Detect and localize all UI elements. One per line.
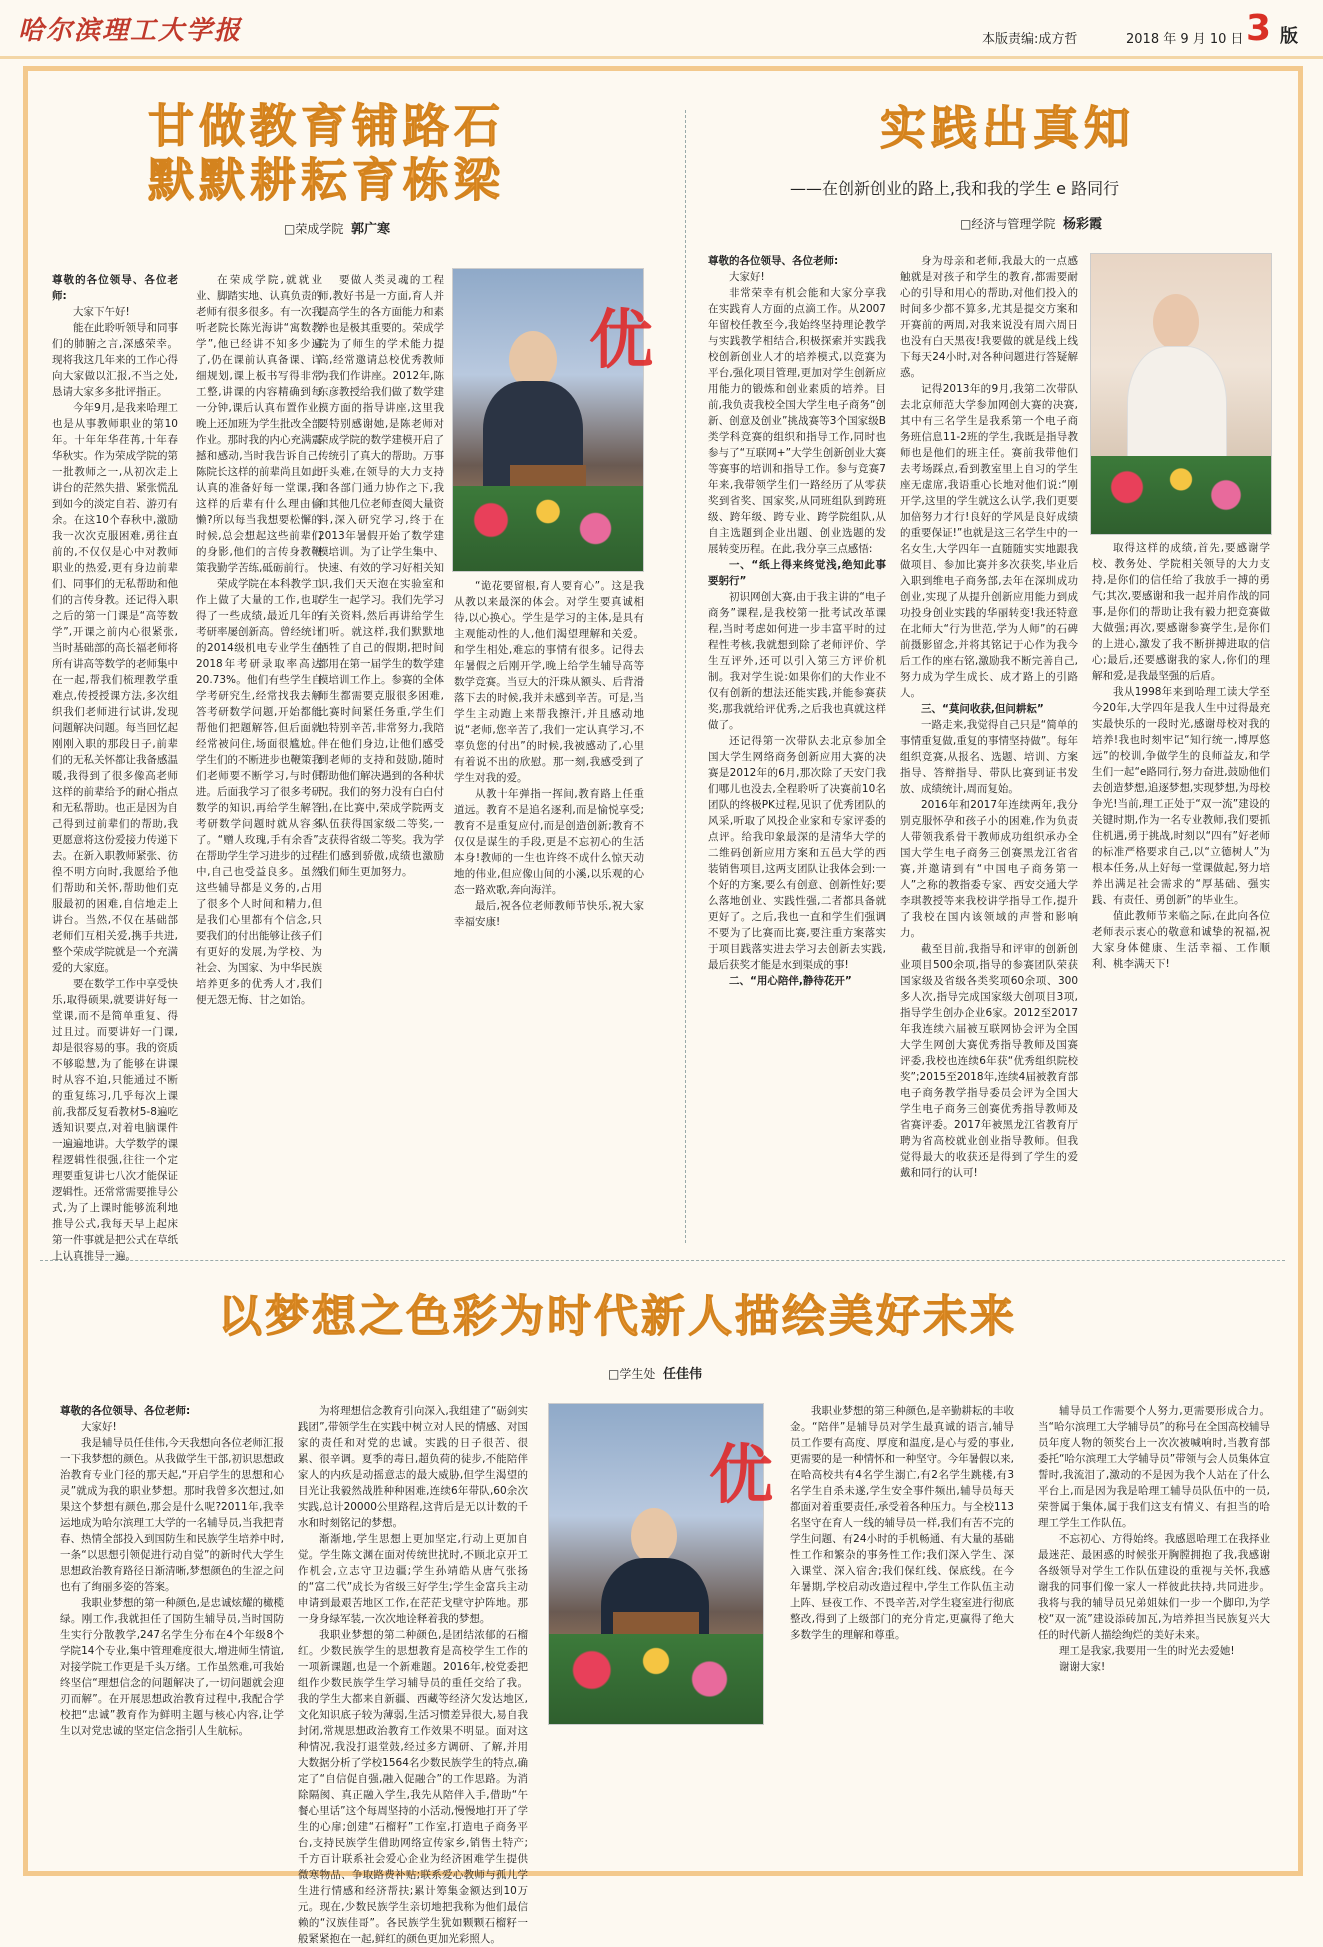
- paragraph: 身为母亲和老师,我最大的一点感触就是对孩子和学生的教育,都需要耐心的引导和用心的帮助,对他们投入的时间多少都不算多,尤其是提交方案和开赛前的两周,对我来说没有周六周日也没有白天黑夜!我要做的就是线上线下每天24小时,对各种问题进行答疑解惑。: [900, 255, 1078, 379]
- paragraph: 我从1998年来到哈理工读大学至今20年,大学四年是我人生中过得最充实最快乐的一段时光,感谢母校对我的培养!我也时刻牢记“知行统一,博厚悠远”的校训,争做学生的良师益友,和学生们一起“e路同行,努力奋进,鼓励他们去创造梦想,追逐梦想,实现梦想,为母校争光!当前,理工正处于“双一流”建设的关键时期,作为一名专业教师,我们要抓住机遇,勇于挑战,时刻以“四有”好老师的标准严格要求自己,以“立德树人”为根本任务,从上好每一堂课做起,努力培养出满足社会需求的“厚基础、强实践、有责任、勇创新”的毕业生。: [1092, 686, 1271, 906]
- paragraph: 记得2013年的9月,我第二次带队去北京师范大学参加网创大赛的决赛,其中有三名学生是我系第一个电子商务班信息11-2班的学生,我既是指导教师也是他们的班主任。赛前我带他们去考场踩点,看到教室里上自习的学生座无虚席,我语重心长地对他们说:“刚开学,这里的学生就这么认学,我们更要加倍努力才行!良好的学风是良好成绩的重要保证!”也就是这三名学生中的一名女生,大学四年一直随随实实地跟我做项目、参加比赛并多次获奖,毕业后入职到维电子商务部,去年在深圳成功创业,实现了从提升创新应用能力到成功投身创业实践的华丽转变!我还特意在北师大“行为世范,学为人师”的石碑前摄影留念,并将其铭记于心作为我今后工作的座右铭,激励我不断完善自己,努力成为学生成长、成才路上的引路人。: [900, 383, 1078, 699]
- article2-photo: [1090, 253, 1272, 535]
- paragraph: 尊敬的各位领导、各位老师:: [52, 274, 178, 302]
- paragraph: 要做人类灵魂的工程师,教好书是一方面,育人并提高学生的各方面能力和素养也是极其重要的。荣成学院为了师生的学术能力提高,经常邀请总校优秀教师为我们作讲座。2012年,陈东彦教授给我们做了数学建模方面的指导讲座,这里我要特别感谢她,是陈老师对荣成学院的数学建模开启了传统引了真大的帮助。万事开头难,在领导的大力支持和各部门通力协作之下,我和其他几位老师查阅大量资料,深入研究学习,终于在2013年暑假开始了数学建模培训。为了让学生集中、快速、有效的学习好相关知识,我们天天泡在实验室和学生一起学习。我们先学习有关资料,然后再讲给学生们听。就这样,我们默默地牺牲了自己的假期,把时间都用在第一届学生的数学建模培训工作上。参赛的全体师生都需要克服很多困难,比赛时间紧任务重,学生们也特别辛苦,非常努力,我陪伴在他们身边,让他们感受到老师的支持和鼓励,随时帮助他们解决遇到的各种状况。我们的努力没有白白付出,在比赛中,荣成学院两支队伍获得国家级二等奖,一支获得省级二等奖。我为学生们感到骄傲,成绩也激励我们师生更加努力。: [318, 274, 444, 878]
- article1-byline-unit: □荣成学院: [284, 222, 344, 236]
- paragraph: 辅导员工作需要个人努力,更需要形成合力。当“哈尔滨理工大学辅导员”的称号在全国高校辅导员年度人物的领奖台上一次次被喊响时,当教育部委托“哈尔滨理工大学辅导员”带领与会人员集体宣誓时,我流泪了,激动的不是因为我个人站在了什么平台上,而是因为我是哈理工辅导员队伍中的一员,荣誉属于集体,属于我们这支有情义、有担当的哈理工学生工作队伍。: [1038, 1405, 1270, 1529]
- paragraph: 尊敬的各位领导、各位老师:: [708, 255, 839, 267]
- article1-byline: [284, 218, 390, 237]
- paragraph: 大家好!: [729, 271, 765, 283]
- paragraph: 大家下午好!: [73, 306, 130, 318]
- paragraph: 尊敬的各位领导、各位老师:: [60, 1405, 191, 1417]
- paragraph: 为将理想信念教育引向深入,我组建了“砺剑实践团”,带领学生在实践中树立对人民的情感、对国家的责任和对党的忠诚。实践的日子很苦、很累、很辛调。夏季的毒日,超负荷的徒步,不能陪伴家人的内疚是动摇意志的最大威胁,但学生渴望的目光让我毅然战胜种种困难,连续6年带队,60余次实践,总计20000公里路程,这背后是无以计数的千水和时刻铭记的梦想。: [298, 1405, 528, 1529]
- paragraph: 今年9月,是我来哈理工也是从事教师职业的第10年。十年年华荏苒,十年春华秋实。作为荣成学院的第一批教师之一,从初次走上讲台的茫然失措、紧张慌乱到如今的淡定自若、游刃有余。在这10个春秋中,激励我一次次克服困难,勇往直前的,不仅仅是心中对教师职业的热爱,更有身边前辈们、同事们的无私帮助和他们的言传身教。还记得入职之后的第一门课是“高等数学”,开课之前内心很紧张,当时基础部的高长福老师将所有讲高等数学的老师集中在一起,帮我们梳理教学重难点,传授授课方法,多次组织我们老师进行试讲,发现问题解决问题。每当回忆起刚刚入职的那段日子,前辈们的无私关怀都让我备感温暖,我得到了很多像高老师这样的前辈给予的耐心指点和无私帮助。也正是因为自己得到过前辈们的帮助,我更愿意将这份爱接力传递下去。在新入职教师紧张、彷徨不明方向时,我愿给予他们帮助和关怀,帮助他们克服最初的困难,自信地走上讲台。当然,不仅在基础部老师们互相关爱,携手共进,整个荣成学院就是一个充满爱的大家庭。: [52, 402, 178, 974]
- newspaper-logo: 哈尔滨理工大学报: [18, 16, 243, 46]
- paragraph: 取得这样的成绩,首先,要感谢学校、教务处、学院相关领导的大力支持,是你们的信任给了我放手一搏的勇气;其次,要感谢和我一起并肩作战的同事,是你们的帮助让我有毅力把竞赛做大做强;再次,要感谢参赛学生,是你们的上进心,激发了我不断拼搏进取的信心;最后,还要感谢我的家人,你们的理解和爱,是我最坚强的后盾。: [1092, 542, 1270, 682]
- article1-byline-name: 郭广寒: [350, 222, 390, 237]
- paragraph: 值此教师节来临之际,在此向各位老师表示衷心的敬意和诚挚的祝福,祝大家身体健康、生活幸福、工作顺利、桃李满天下!: [1092, 910, 1270, 970]
- paragraph: 一路走来,我觉得自己只是“简单的事情重复做,重复的事情坚持做”。每年组织竞赛,从报名、选题、培训、方案指导、答辩指导、带队比赛到证书发放、成绩统计,周而复始。: [900, 719, 1078, 795]
- paragraph: 谢谢大家!: [1059, 1661, 1106, 1673]
- page-editor: 本版责编:成方哲: [982, 32, 1078, 47]
- paragraph: 截至目前,我指导和评审的创新创业项目500余项,指导的参赛团队荣获国家级及省级各类奖项60余项、300多人次,指导完成国家级大创项目3项,指导学生创办企业6家。2012至2017年我连续六届被互联网协会评为全国大学生网创大赛优秀指导教师及国赛评委,我校也连续6年获“优秀组织院校奖”;2015至2018年,连续4届被教育部电子商务教学指导委员会评为全国大学生电子商务三创赛优秀指导教师及省赛评委。2017年被黑龙江省教育厅聘为省高校就业创业指导教师。但我觉得最大的收获还是得到了学生的爱戴和同行的认可!: [900, 943, 1078, 1179]
- paragraph: 我是辅导员任佳伟,今天我想向各位老师汇报一下我梦想的颜色。从我做学生干部,初识思想政治教育专业门径的那天起,“开启学生的思想和心灵”就成为我的职业梦想。那时我曾多次想过,如果这个梦想有颜色,那会是什么呢?2011年,我幸运地成为哈尔滨理工大学的一名辅导员,当我把青春、热情全部投入到国防生和民族学生培养中时,一条“以思想引领促进行动自觉”的新时代大学生思想政治教育路径日渐清晰,梦想颜色的生涩之问也有了绚丽多姿的答案。: [60, 1437, 284, 1593]
- article1-col4: [454, 578, 644, 1242]
- speaker-head: [631, 1508, 677, 1564]
- article2-title: 实践出真知: [880, 101, 1135, 155]
- article2-col2: [900, 253, 1078, 1253]
- article3-byline: [608, 1363, 702, 1382]
- article2-byline: [960, 213, 1102, 232]
- banner-glyph: 优: [709, 1438, 773, 1513]
- banner-glyph: 优: [589, 303, 653, 378]
- paragraph: 不忘初心、方得始终。我感恩哈理工在我择业最迷茫、最困惑的时候张开胸膛拥抱了我,我感谢各级领导对学生工作队伍建设的重视与关怀,我感谢我的同事们像一家人一样彼此扶持,共同进步。我将与我的辅导员兄弟姐妹们一步一个脚印,为学校“双一流”建设添砖加瓦,为培养担当民族复兴大任的时代新人描绘绚烂的美好未来。: [1038, 1533, 1270, 1641]
- paragraph: 最后,祝各位老师教师节快乐,祝大家幸福安康!: [454, 900, 644, 928]
- article1-col1: [52, 272, 178, 1262]
- article3-col3: [790, 1403, 1014, 1865]
- paragraph: 我职业梦想的第一种颜色,是忠诚炫耀的橄榄绿。刚工作,我就担任了国防生辅导员,当时国防生实行分散教学,247名学生分布在4个年级8个学院14个专业,集中管理难度很大,增进师生情谊,对接学院工作更是千头万绪。工作虽然难,可我始终坚信“理想信念的问题解决了,一切问题就会迎刃而解”。在开展思想政治教育过程中,我配合学校把“忠诚”教育作为鲜明主题与核心内容,让学生以对党忠诚的坚定信念指引人生航标。: [60, 1597, 284, 1737]
- speaker-head: [1153, 294, 1199, 350]
- article3-byline-unit: □学生处: [608, 1367, 656, 1381]
- article3-byline-name: 任佳伟: [662, 1367, 702, 1382]
- page-unit: 版: [1280, 26, 1298, 47]
- paragraph: 大家好!: [81, 1421, 117, 1433]
- column-divider: [685, 110, 686, 1243]
- paragraph: 要在数学工作中享受快乐,取得硕果,就要讲好每一堂课,而不是简单重复、得过且过。而要讲好一门课,却是很容易的事。我的资质不够聪慧,为了能够在讲课时从容不迫,只能通过不断的重复练习,几乎每次上课前,我都反复看教材5-8遍吃透知识要点,对着电脑课件一遍遍地讲。大学数学的课程逻辑性很强,往往一个定理要重复讲七八次才能保证逻辑性。还常常需要推导公式,为了上课时能够流利地推导公式,我每天早上起床第一件事就是把公式在草纸上认真推导一遍。: [52, 978, 178, 1262]
- article2-col1: [708, 253, 886, 1253]
- article2-subtitle: ——在创新创业的路上,我和我的学生 e 路同行: [790, 179, 1120, 198]
- paragraph: 初识网创大赛,由于我主讲的“电子商务”课程,是我校第一批考试改革课程,当时考虑如何进一步丰富平时的过程性考核,我就想到除了老师评价、学生互评外,还可以引入第三方评价机制。我对学生说:如果你们的大作业不仅有创新的想法还能实践,并能参赛获奖,那我就给评优秀,之后我也真就这样做了。: [708, 591, 886, 731]
- article1-title-line2: 默默耕耘育栋梁: [148, 153, 505, 207]
- paragraph: 我职业梦想的第二种颜色,是团结浓郁的石榴红。少数民族学生的思想教育是高校学生工作的一项新课题,也是一个新难题。2016年,校党委把组作少数民族学生学习辅导员的重任交给了我。我的学生大都来自新疆、西藏等经济欠发达地区,文化知识底子较为薄弱,生活习惯差异很大,易自我封闭,常规思想政治教育工作效果不明显。面对这种情况,我没打退堂鼓,经过多方调研、了解,并用大数据分析了学校1564名少数民族学生的特点,确定了“自信促自强,融入促融合”的工作思路。为消除隔阂、真正融入学生,我先从陪伴入手,借助“午餐心里话”这个每周坚持的小活动,慢慢地打开了学生的心扉;创建“石榴籽”工作室,打造电子商务平台,支持民族学生借助网络宣传家乡,销售土特产;千方百计联系社会爱心企业为经济困难学生提供微寒物品、争取路费补贴;联系爱心教师与孤儿学生进行情感和经济帮扶;累计筹集金额达到10万元。现在,少数民族学生亲切地把我称为他们最信赖的“汉族佳哥”。各民族学生犹如颗颗石榴籽一般紧紧抱在一起,鲜红的颜色更加光彩照人。: [298, 1629, 528, 1945]
- article1-col3: [318, 272, 444, 1242]
- article3-photo: [548, 1403, 773, 1725]
- paragraph: “诡花要留根,育人要育心”。这是我从教以来最深的体会。对学生要真诚相待,以心换心。学生是学习的主体,是具有主观能动性的人,他们渴望理解和关爱。和学生相处,难忘的事情有很多。记得去年暑假之后刚开学,晚上给学生辅导高等数学竞赛。当豆大的汗珠从额头、后背滑落下去的时候,我并未感到辛苦。可是,当学生主动跑上来帮我擦汗,并且感动地说“老师,您辛苦了,我们一定认真学习,不辜负您的付出”的时候,我被感动了,心里有着说不出的欣慰。那一刻,我感受到了学生对我的爱。: [454, 580, 644, 784]
- flowers: [453, 486, 643, 571]
- paragraph: 从教十年弹指一挥间,教育路上任重道远。教育不是追名逐利,而是愉悦享受;教育不是重复应付,而是创造创新;教育不仅仅是谋生的手段,更是不忘初心的生活本身!教师的一生也许终不成什么惊天动地的伟业,但应像山间的小溪,以乐观的心态一路欢歌,奔向海洋。: [454, 788, 644, 896]
- flowers: [1091, 456, 1271, 534]
- article3-col4: [1038, 1403, 1270, 1865]
- article1-photo: [452, 268, 653, 572]
- article3-title: 以梦想之色彩为时代新人描绘美好未来: [218, 1291, 1017, 1342]
- flowers: [549, 1634, 763, 1724]
- article1-title-line1: 甘做教育铺路石: [148, 99, 505, 153]
- paragraph: 非常荣幸有机会能和大家分享我在实践育人方面的点滴工作。从2007年留校任教至今,我始终坚持理论教学与实践教学相结合,积极探索并实践我校创新创业人才的培养模式,以竞赛为平台,强化项目管理,更加对学生创新应用能力的锻炼和创业素质的培养。目前,我负责我校全国大学生电子商务“创新、创意及创业”挑战赛等3个国家级B类学科竞赛的组织和指导工作,同时也参与了“互联网+”大学生创新创业大赛等赛事的培训和指导工作。参与竞赛7年来,我带领学生们一路经历了从零获奖到省奖、国家奖,从同班组队到跨班级、跨年级、跨专业、跨学院组队,从自主选题到企业出题、创业选题的发展转变历程。在此,我分享三点感悟:: [708, 287, 886, 555]
- page-number: 3: [1246, 8, 1272, 49]
- paragraph: 2016年和2017年连续两年,我分别克服怀孕和孩子小的困难,作为负责人带领我系骨干教师成功组织承办全国大学生电子商务三创赛黑龙江省省赛,并邀请到有“中国电子商务第一人”之称的教指委专家、西安交通大学李琪教授等来我校讲学指导工作,提升了我校在国内该领域的声誉和影响力。: [900, 799, 1078, 939]
- paragraph: 三、“莫问收获,但问耕耘”: [921, 703, 1044, 715]
- article3-col1: [60, 1403, 284, 1865]
- article2-byline-unit: □经济与管理学院: [960, 217, 1056, 231]
- article2-col3: [1092, 540, 1270, 1253]
- article3-col2: [298, 1403, 528, 1945]
- issue-date: 2018 年 9 月 10 日: [1126, 32, 1244, 47]
- paragraph: 还记得第一次带队去北京参加全国大学生网络商务创新应用大赛的决赛是2012年的6月,那次除了天安门我们哪儿也没去,全程聆听了决赛前10名团队的终极PK过程,见识了优秀团队的风采,听取了风投企业家和专家评委的点评。给我印象最深的是清华大学的二维码创新应用方案和五邑大学的西装销售项目,这两支团队让我体会到:一个好的方案,要么有创意、创新性好;要么落地创业、实践性强,二者都具备就更好了。之后,我也一直和学生们强调不要为了比赛而比赛,要注重方案落实于项目践落实进去学习去创新去实践,最后获奖才能是水到渠成的事!: [708, 735, 886, 971]
- paragraph: 理工是我家,我要用一生的时光去爱她!: [1059, 1645, 1235, 1657]
- article2-byline-name: 杨彩霞: [1062, 217, 1102, 232]
- masthead: [0, 0, 1323, 59]
- paragraph: 一、“纸上得来终觉浅,绝知此事要躬行”: [708, 559, 886, 587]
- article1-col2: [196, 272, 322, 1242]
- paragraph: 在荣成学院,就就业业、脚踏实地、认真负责的老师有很多很多。有一次我听老院长陈光海讲“寓数教学”,他已经讲不知多少遍了,仍在课前认真备课、详细规划,课上板书写得非常工整,讲课的内容精确到每一分钟,课后认真布置作业,晚上还加班为学生批改全部作业。那时我的内心充满震撼和感动,当时我告诉自己:陈院长这样的前辈尚且如此认真的准备好每一堂课,我这样的后辈有什么理由偷懒?所以每当我想要松懈的时候,总会想起这些前辈们的身影,他们的言传身教鞭策我勤学苦练,砥砺前行。: [196, 274, 322, 574]
- paragraph: 渐渐地,学生思想上更加坚定,行动上更加自觉。学生陈文渊在面对传统世扰时,不顾北京开工作机会,立志守卫边疆;学生孙靖皓从唐气张扬的“富二代”成长为省级三好学生;学生金富兵主动申请到最艰苦地区工作,在茫茫戈壁守护阵地。那一身身绿军装,一次次地诠释着我的梦想。: [298, 1533, 528, 1625]
- paragraph: 荣成学院在本科教学工作上做了大量的工作,也取得了一些成绩,最近几年的考研率屡创新高。曾经统计的2014级机电专业学生在2018年考研录取率高达20.73%。他们有些学生自学考研究生,经常找我去解答考研数学问题,开始都能帮他们把题解答,但后面就经常被问住,场面很尴尬。学生们的不断进步也鞭策我们老师要不断学习,与时俱进。后面我学习了很多考研数学的知识,再给学生解答考研数学问题时就从容多了。“赠人玫瑰,手有余香”,在帮助学生学习进步的过程中,自己也受益良多。虽然这些辅导都是义务的,占用了很多个人时间和精力,但是我们心里都有个信念,只要我们的付出能够让孩子们有更好的发展,为学校、为社会、为国家、为中华民族培养更多的优秀人才,我们便无怨无悔、甘之如饴。: [196, 578, 322, 1006]
- paragraph: 二、“用心陪伴,静待花开”: [729, 975, 852, 987]
- paragraph: 我职业梦想的第三种颜色,是辛勤耕耘的丰收金。“陪伴”是辅导员对学生最真诚的语言,辅导员工作要有高度、厚度和温度,是心与爱的事业,更需要的是一种情怀和一种坚守。今年暑假以来,在哈高校共有4名学生溺亡,有2名学生跳楼,有3名学生自杀未遂,学生安全事件频出,辅导员每天都面对着重要责任,承受着各种压力。与全校113名坚守在育人一线的辅导员一样,我们有苦不完的学生问题、有24小时的手机畅通、有大量的基础性工作和繁杂的事务性工作;我们深入学生、深入课堂、深入宿舍;我们保红线、保底线。在今年暑期,学校启动改造过程中,学生工作队伍主动上阵、昼夜工作、不畏辛苦,对学生寝室进行彻底整改,得到了上级部门的充分肯定,更赢得了绝大多数学生的理解和尊重。: [790, 1405, 1014, 1641]
- section-divider: [40, 1260, 1285, 1261]
- paragraph: 能在此聆听领导和同事们的肺腑之言,深感荣幸。现将我这几年来的工作心得向大家做以汇报,不当之处,恳请大家多多批评指正。: [52, 322, 178, 398]
